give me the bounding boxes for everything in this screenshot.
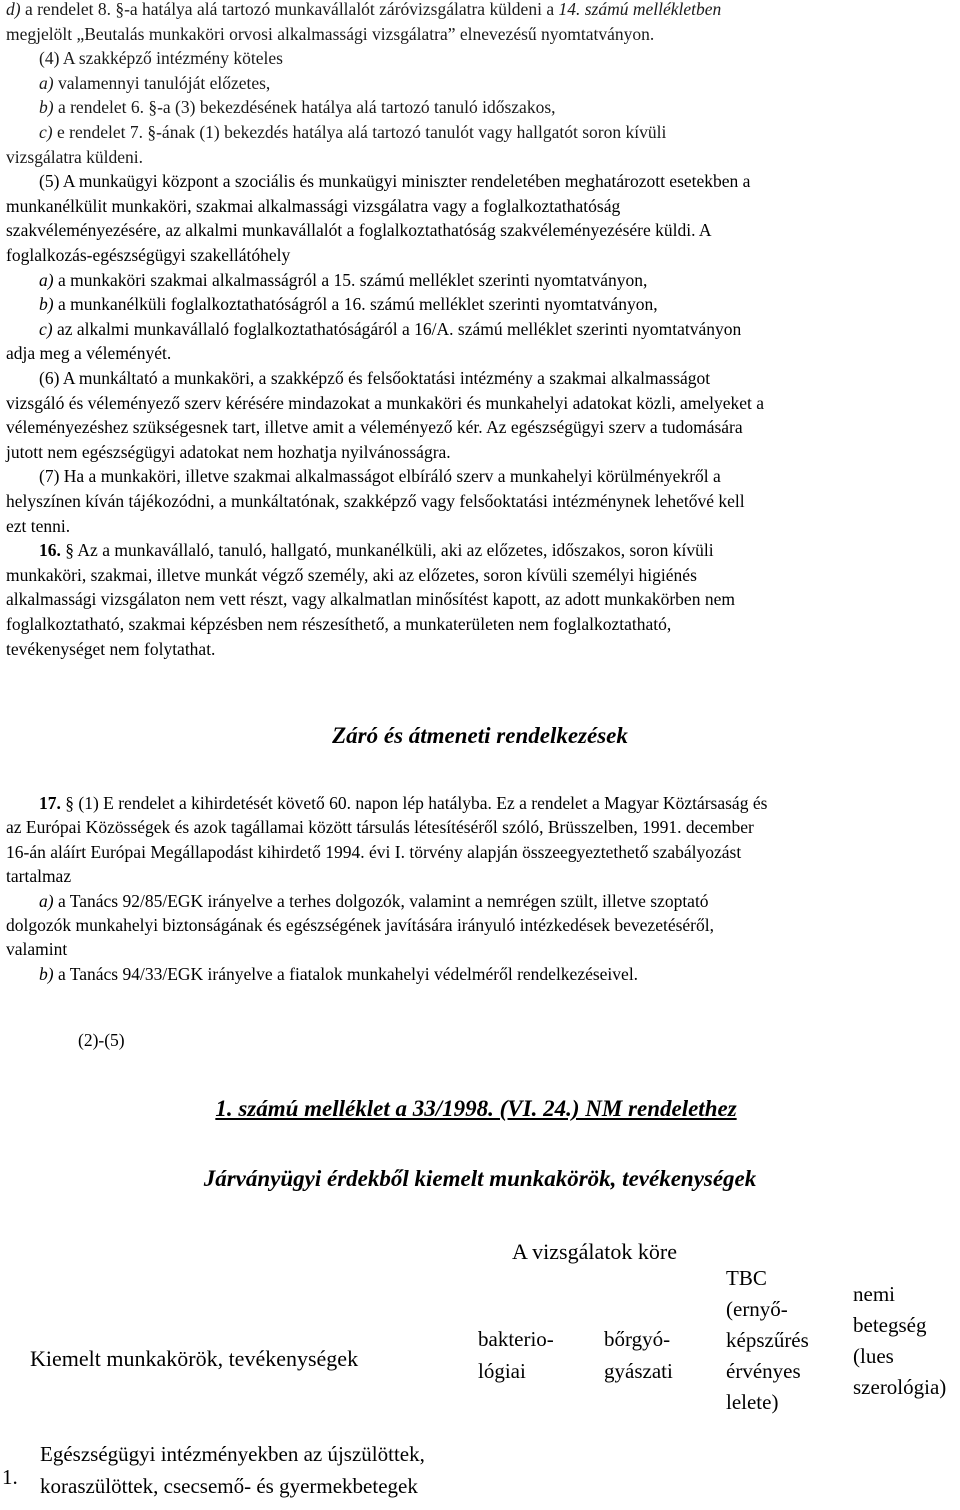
table-row-header: Kiemelt munkakörök, tevékenységek: [30, 1346, 359, 1371]
text-line: [6, 563, 697, 587]
line-text: 16-án aláírt Európai Megállapodást kihirdető 1994. évi I. törvény alapján összeegyeztethető szabályozást: [6, 841, 742, 862]
line-text: § (1) E rendelet a kihirdetését követő 60. napon lép hatályba. Ez a rendelet a Magyar Köztársaság és: [60, 793, 768, 813]
text-line: [6, 637, 215, 661]
text-line: [39, 366, 710, 390]
text-line: [6, 22, 654, 46]
table-column-header: képszűrés: [726, 1328, 809, 1352]
table-column-header: gyászati: [604, 1359, 673, 1383]
line-text: (6) A munkáltató a munkaköri, a szakképző és felsőoktatási intézmény a szakmai alkalmasságot: [39, 368, 711, 388]
line-text: szakvéleményezésére, az alkalmi munkavállalót a foglalkoztathatóság szakvéleményezésére küldi. A: [6, 220, 712, 241]
line-text: (5) A munkaügyi központ a szociális és munkaügyi miniszter rendeletében meghatározott esetekben a: [39, 171, 751, 192]
text-line: [39, 169, 750, 193]
table-column-header: (lues: [853, 1344, 894, 1368]
section-heading: Záró és átmeneti rendelkezések: [332, 723, 628, 748]
table-column-header: nemi: [853, 1282, 895, 1306]
text-line: [6, 864, 71, 888]
line-text: munkaköri, szakmai, illetve munkát végző személy, aki az előzetes, soron kívüli személyi higiénés: [6, 564, 697, 585]
table-column-header: lógiai: [478, 1359, 526, 1383]
line-text: alkalmassági vizsgálaton nem vett részt, vagy alkalmatlan minősítést kapott, az adott munkakörben nem: [6, 589, 735, 610]
line-text: véleményezéshez szükségesnek tart, illetve amit a véleményező kér. Az egészségügyi szerv a tudomására: [6, 417, 743, 438]
table-row-label: Egészségügyi intézményekben az újszülöttek,: [40, 1442, 425, 1466]
list-marker: a): [39, 269, 54, 290]
paragraph-number: 17.: [39, 793, 61, 813]
text-line: [39, 120, 666, 144]
line-text: a munkanélküli foglalkoztathatóságról a 16. számú melléklet szerinti nyomtatványon,: [53, 294, 658, 315]
annex-subtitle: Járványügyi érdekből kiemelt munkakörök, tevékenységek: [203, 1166, 757, 1191]
list-marker: b): [39, 963, 54, 984]
line-text: adja meg a véleményét.: [6, 343, 172, 364]
text-line: [6, 514, 70, 538]
text-line: [39, 292, 658, 316]
line-text: jutott nem egészségügyi adatokat nem hozhatja nyilvánosságra.: [6, 441, 451, 462]
list-marker: c): [39, 122, 53, 142]
line-text: dolgozók munkahelyi biztonságának és egészségének javítására irányuló intézkedések bevezetéséről,: [6, 915, 714, 935]
line-text: (4) A szakképző intézmény köteles: [39, 48, 283, 69]
line-text: megjelölt „Beutalás munkaköri orvosi alkalmassági vizsgálatra” elnevezésű nyomtatványon.: [6, 23, 655, 44]
line-text: helyszínen kíván tájékozódni, a munkáltatónak, szakképző vagy felsőoktatási intézménynek lehetővé kell: [6, 491, 745, 511]
line-text: vizsgálatra küldeni.: [6, 146, 144, 167]
text-line: [6, 145, 143, 169]
line-text: ezt tenni.: [6, 515, 71, 536]
text-line: [6, 612, 671, 636]
line-text: § Az a munkavállaló, tanuló, hallgató, munkanélküli, aki az előzetes, időszakos, soron kívüli: [60, 540, 714, 561]
text-line: [6, 0, 721, 21]
paragraph-number: 16.: [39, 540, 61, 561]
text-line: [6, 243, 290, 267]
line-text: a rendelet 8. §-a hatálya alá tartozó munkavállalót záróvizsgálatra küldeni a: [20, 0, 559, 19]
table-column-header: bőrgyó-: [604, 1327, 671, 1351]
line-text: a Tanács 94/33/EGK irányelve a fiatalok munkahelyi védelméről rendelkezéseivel.: [53, 963, 639, 984]
line-text: foglalkozás-egészségügyi szakellátóhely: [6, 245, 291, 265]
subsection-note: (2)-(5): [78, 1030, 125, 1050]
list-marker: b): [39, 97, 54, 118]
line-text: az Európai Közösségek és azok tagállamai között társulás létesítéséről szóló, Brüsszelben, 1991. december: [6, 817, 754, 838]
list-marker: c): [39, 318, 53, 339]
line-text: a Tanács 92/85/EGK irányelve a terhes dolgozók, valamint a nemrégen szült, illetve szoptató: [53, 890, 709, 911]
line-text: valamint: [6, 939, 68, 960]
text-line: [6, 815, 754, 839]
table-group-header: A vizsgálatok köre: [512, 1239, 677, 1264]
text-line: [6, 440, 451, 464]
text-line: [39, 464, 721, 488]
text-line: [6, 218, 712, 242]
table-column-header: lelete): [726, 1390, 779, 1414]
line-text: munkanélkülit munkaköri, szakmai alkalmassági vizsgálatra vagy a foglalkoztathatóság: [6, 195, 621, 216]
text-line: [6, 341, 171, 365]
text-line: [39, 317, 741, 341]
text-line: [6, 391, 764, 415]
line-text: vizsgáló és véleményező szerv kérésére mindazokat a munkaköri és munkahelyi adatokat közli, amelyeket a: [6, 392, 765, 413]
table-column-header: bakterio-: [478, 1327, 554, 1351]
text-line: [6, 194, 620, 218]
line-text: tartalmaz: [6, 866, 72, 887]
text-line: [39, 95, 556, 119]
line-text: a rendelet 6. §-a (3) bekezdésének hatálya alá tartozó tanuló időszakos,: [53, 97, 556, 118]
list-marker: a): [39, 890, 54, 911]
text-line: [6, 489, 745, 513]
text-line: [39, 889, 709, 913]
text-line: [6, 587, 735, 611]
table-column-header: TBC: [726, 1266, 767, 1290]
table-column-header: (ernyő-: [726, 1297, 788, 1321]
list-marker: d): [6, 0, 21, 19]
table-column-header: szerológia): [853, 1375, 947, 1399]
text-line: [39, 46, 283, 70]
line-text: (7) Ha a munkaköri, illetve szakmai alkalmasságot elbíráló szerv a munkahelyi körülményekről a: [39, 466, 721, 487]
line-text: tevékenységet nem folytathat.: [6, 638, 216, 659]
table-row-label: koraszülöttek, csecsemő- és gyermekbetegek: [40, 1474, 418, 1498]
list-marker: a): [39, 72, 54, 93]
text-line: [39, 268, 647, 292]
text-line: [39, 791, 767, 815]
annex-title: 1. számú melléklet a 33/1998. (VI. 24.) NM rendelethez: [215, 1096, 737, 1121]
text-line: [39, 538, 714, 562]
text-line: [6, 937, 67, 961]
line-text: foglalkoztatható, szakmai képzésben nem részesíthető, a munkaterületen nem foglalkoztatható,: [6, 614, 672, 634]
table-row-number: 1.: [2, 1465, 18, 1489]
text-line: [39, 962, 638, 986]
line-text: az alkalmi munkavállaló foglalkoztathatóságáról a 16/A. számú melléklet szerinti nyomtatványon: [52, 318, 742, 339]
table-column-header: érvényes: [726, 1359, 801, 1383]
text-line: [39, 71, 270, 95]
line-text: valamennyi tanulóját előzetes,: [53, 72, 271, 93]
text-line: [6, 840, 741, 864]
line-text: a munkaköri szakmai alkalmasságról a 15. számú melléklet szerinti nyomtatványon,: [53, 269, 648, 290]
table-column-header: betegség: [853, 1313, 927, 1337]
line-text: e rendelet 7. §-ának (1) bekezdés hatálya alá tartozó tanulót vagy hallgatót soron kívüli: [52, 122, 667, 142]
text-line: [6, 913, 714, 937]
text-line: [6, 415, 743, 439]
list-marker: b): [39, 294, 54, 315]
line-text-italic: 14. számú mellékletben: [558, 0, 722, 19]
